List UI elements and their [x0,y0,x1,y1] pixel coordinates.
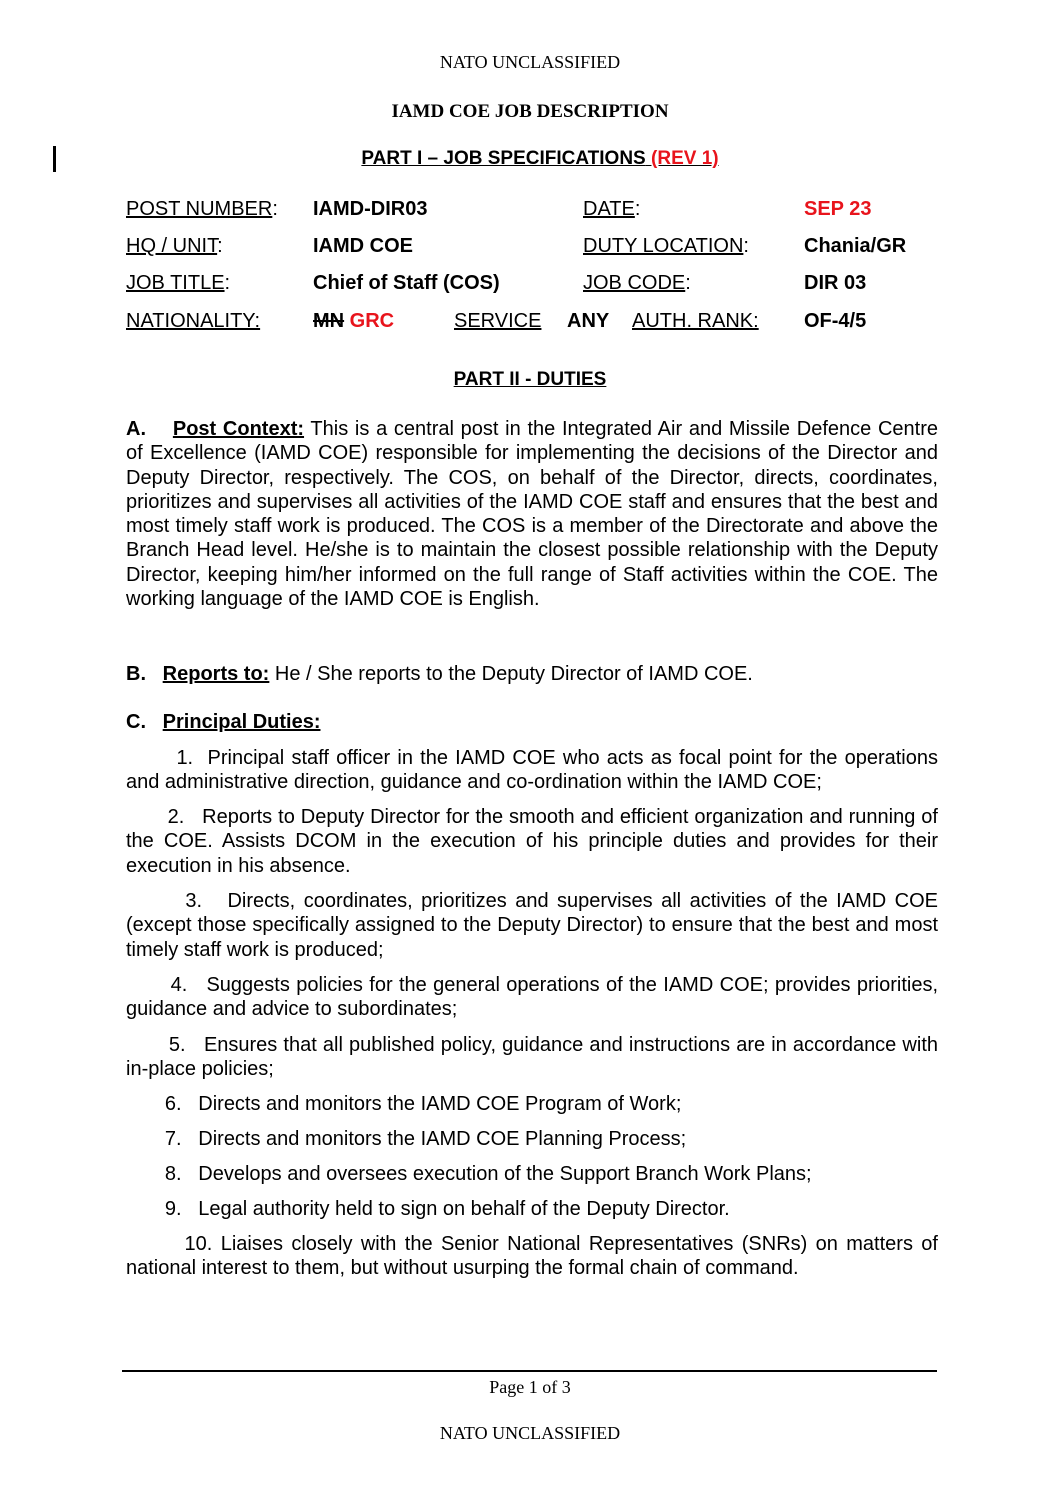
nationality-value [313,309,394,333]
part1-revision: (REV 1) [651,148,719,169]
list-item: 7. Directs and monitors the IAMD COE Planning Process; [164,1128,687,1150]
part1-title: PART I – JOB SPECIFICATIONS [361,148,646,169]
duty-location-label: DUTY LOCATION: [583,235,749,257]
hq-unit-label: HQ / UNIT: [126,235,223,257]
list-item: 8. Develops and oversees execution of the Support Branch Work Plans; [164,1163,812,1185]
part1-heading [10,148,1060,170]
section-b-letter: B. [126,663,146,685]
job-code-value: DIR 03 [804,272,867,294]
post-context-section [126,417,938,611]
list-item: 1. Principal staff officer in the IAMD COE who acts as focal point for the operations and administrative direction, guidance and co-ordination within the IAMD COE; [126,747,938,794]
auth-rank-label: AUTH. RANK: [632,310,759,332]
auth-rank-value: OF-4/5 [804,310,867,332]
post-context-text: This is a central post in the Integrated Air and Missile Defence Centre of Excellence (IAMD COE) responsible for implementing the decisions of the Director and Deputy Director, respectively. The COS, on behalf of the Director, directs, coordinates, prioritizes and supervises all activities of the IAMD COE staff and ensures that the best and most timely staff work is produced. The COS is a member of the Directorate and above the Branch Head level. He/she is to maintain the closest possible relationship with the Deputy Director, keeping him/her informed on the full range of Staff activities within the COE. The working language of the IAMD COE is English. [126,418,938,611]
list-item: 3. Directs, coordinates, prioritizes and supervises all activities of the IAMD COE (except those specifically assigned to the Deputy Director) to ensure that the best and most timely staff work is produced; [126,890,938,961]
document-title: IAMD COE JOB DESCRIPTION [391,101,669,122]
page-number: Page 1 of 3 [489,1377,571,1397]
date-value: SEP 23 [804,198,872,220]
list-item: 9. Legal authority held to sign on behalf of the Deputy Director. [164,1198,730,1220]
post-number-value: IAMD-DIR03 [313,198,428,220]
list-item: 2. Reports to Deputy Director for the smooth and efficient organization and running of the COE. Assists DCOM in the execution of his principle duties and provides for their execution in his absence. [126,806,938,877]
footer-rule [122,1370,937,1372]
principal-duties-heading: Principal Duties: [162,711,321,733]
service-value: ANY [567,310,610,332]
list-item: 10. Liaises closely with the Senior National Representatives (SNRs) on matters of national interest to them, but without usurping the formal chain of command. [126,1233,938,1280]
principal-duties-heading-row [126,710,938,734]
duty-location-value: Chania/GR [804,235,907,257]
reports-to-section [126,662,938,686]
list-item: 6. Directs and monitors the IAMD COE Program of Work; [164,1093,682,1115]
post-context-heading: Post Context: [172,418,305,440]
section-c-letter: C. [126,711,146,733]
hq-unit-value: IAMD COE [313,235,413,257]
reports-to-heading: Reports to: [162,663,270,685]
classification-footer: NATO UNCLASSIFIED [439,1423,621,1443]
job-title-label: JOB TITLE: [126,272,231,294]
job-title-value: Chief of Staff (COS) [313,272,500,294]
job-code-label: JOB CODE: [583,272,691,294]
list-item: 4. Suggests policies for the general operations of the IAMD COE; provides priorities, guidance and advice to subordinates; [126,974,939,1021]
classification-header: NATO UNCLASSIFIED [439,52,621,72]
service-label: SERVICE [454,310,542,332]
nationality-new-value: GRC [349,310,395,332]
post-number-label: POST NUMBER: [126,198,278,220]
date-label: DATE: [583,198,641,220]
part2-heading: PART II - DUTIES [453,369,607,390]
reports-to-text: He / She reports to the Deputy Director of IAMD COE. [274,663,753,685]
nationality-old-value: MN [313,310,345,332]
nationality-label: NATIONALITY: [126,310,261,332]
section-a-letter: A. [126,418,146,440]
list-item: 5. Ensures that all published policy, guidance and instructions are in accordance with in-place policies; [126,1034,938,1081]
